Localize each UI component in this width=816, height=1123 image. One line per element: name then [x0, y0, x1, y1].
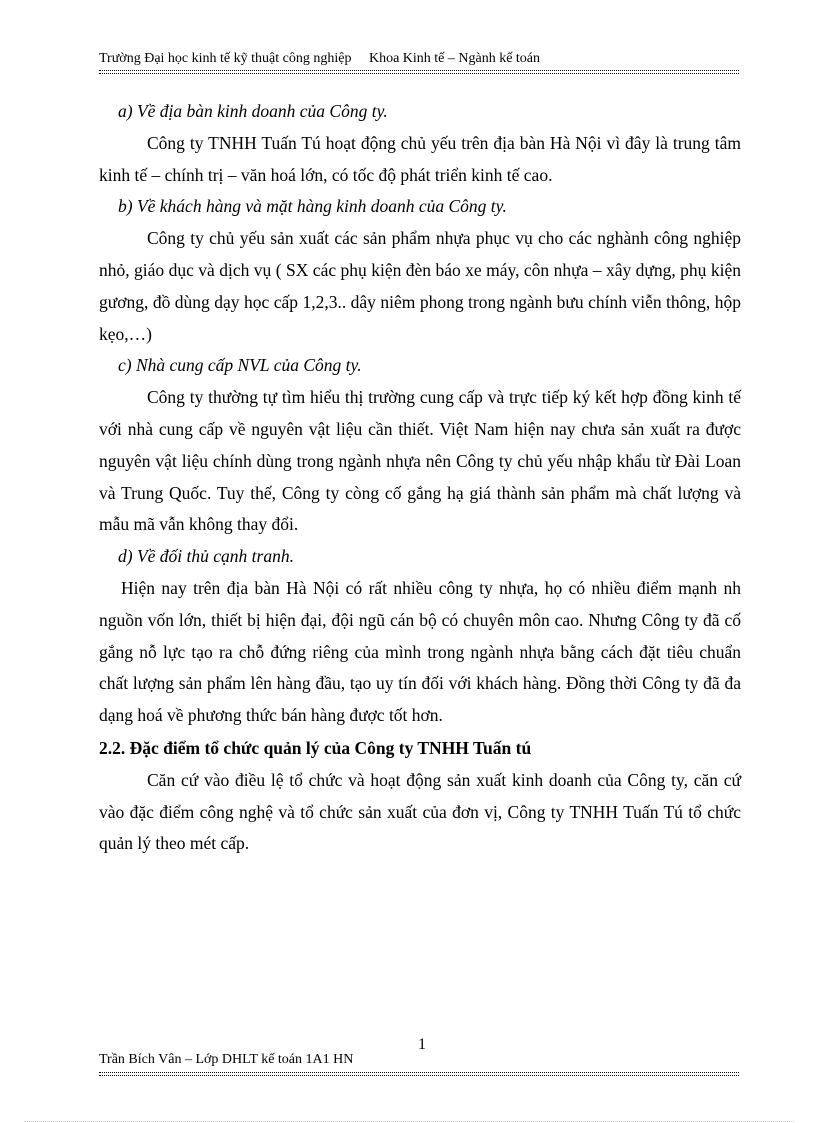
- heading-suppliers: c) Nhà cung cấp NVL của Công ty.: [118, 355, 362, 376]
- page-footer-author: Trần Bích Vân – Lớp DHLT kế toán 1A1 HN: [99, 1052, 354, 1067]
- document-body: [99, 96, 741, 860]
- page-break-line: [24, 1121, 794, 1122]
- paragraph-business-area: Công ty TNHH Tuấn Tú hoạt động chủ yếu trên địa bàn Hà Nội vì đây là trung tâm kinh tế – chính trị – văn hoá lớn, có tốc độ phát triển kinh tế cao.: [99, 132, 741, 185]
- section-heading-management: 2.2. Đặc điểm tổ chức quản lý của Công ty TNHH Tuấn tú: [99, 737, 532, 758]
- header-divider-bottom: [99, 73, 739, 74]
- header-department: Khoa Kinh tế – Ngành kế toán: [368, 51, 541, 66]
- footer-divider-bottom: [99, 1075, 739, 1076]
- heading-competitors: d) Về đối thủ cạnh tranh.: [118, 546, 294, 567]
- page-number: 1: [418, 1036, 426, 1053]
- header-divider-top: [99, 70, 739, 71]
- heading-customers-products: b) Về khách hàng và mặt hàng kinh doanh của Công ty.: [118, 196, 507, 217]
- paragraph-competitors: Hiện nay trên địa bàn Hà Nội có rất nhiều công ty nhựa, họ có nhiều điểm mạnh nh nguồn vốn lớn, thiết bị hiện đại, đội ngũ cán bộ có chuyên môn cao. Nhưng Công ty đã cố gắng nỗ lực tạo ra chỗ đứng riêng của mình trong ngành nhựa bằng cách đặt tiêu chuẩn chất lượng sản phẩm lên hàng đầu, tạo uy tín đối với khách hàng. Đồng thời Công ty đã đa dạng hoá về phương thức bán hàng được tốt hơn.: [99, 577, 741, 726]
- paragraph-customers-products: Công ty chủ yếu sản xuất các sản phẩm nhựa phục vụ cho các nghành công nghiệp nhỏ, giáo dục và dịch vụ ( SX các phụ kiện đèn báo xe máy, côn nhựa – xây dựng, phụ kiện gương, đồ dùng dạy học cấp 1,2,3.. dây niêm phong trong ngành bưu chính viễn thông, hộp kẹo,…): [99, 228, 741, 344]
- page-header: [99, 49, 739, 69]
- paragraph-management: Căn cứ vào điều lệ tổ chức và hoạt động sản xuất kinh doanh của Công ty, căn cứ vào đặc điểm công nghệ và tổ chức sản xuất của đơn vị, Công ty TNHH Tuấn Tú tổ chức quản lý theo mét cấp.: [99, 769, 741, 854]
- paragraph-suppliers: Công ty thường tự tìm hiểu thị trường cung cấp và trực tiếp ký kết hợp đồng kinh tế với nhà cung cấp về nguyên vật liệu cần thiết. Việt Nam hiện nay chưa sản xuất ra được nguyên vật liệu chính dùng trong ngành nhựa nên Công ty chủ yếu nhập khẩu từ Đài Loan và Trung Quốc. Tuy thế, Công ty còng cố gắng hạ giá thành sản phẩm mà chất lượng và mẫu mã vẫn không thay đổi.: [99, 387, 741, 535]
- footer-divider-top: [99, 1072, 739, 1073]
- header-school: Trường Đại học kinh tế kỹ thuật công nghiệp: [99, 51, 352, 66]
- heading-business-area: a) Về địa bàn kinh doanh của Công ty.: [118, 101, 388, 121]
